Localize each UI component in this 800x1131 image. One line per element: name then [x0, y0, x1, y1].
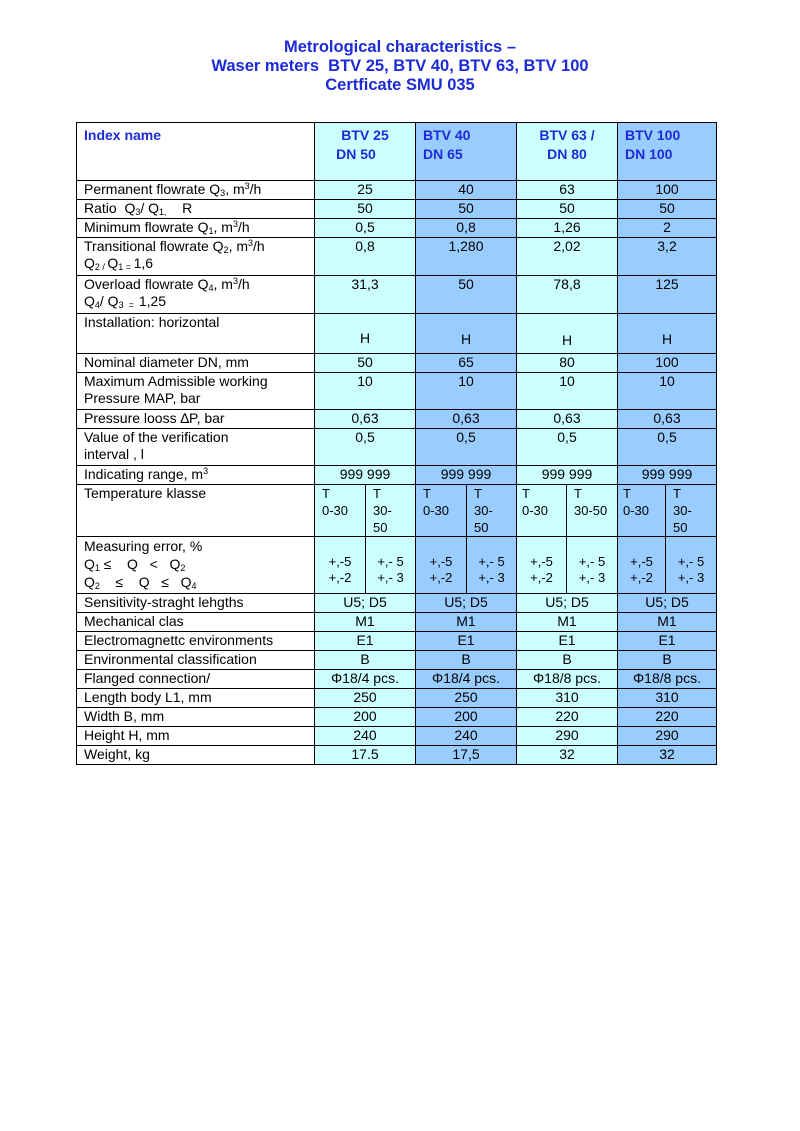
label-sup: 3 — [232, 219, 238, 229]
value-cell: 999 999 — [416, 466, 517, 485]
temp-range: 30-50 — [574, 503, 608, 518]
value-cell: 999 999 — [315, 466, 416, 485]
label-flanged: Flanged connection/ — [77, 670, 315, 689]
value-cell: M1 — [618, 613, 717, 632]
row-length — [77, 689, 717, 708]
label-text: Q — [84, 556, 95, 572]
value-cell: 10 — [517, 373, 618, 410]
label-sub: 1 = — [118, 262, 134, 272]
label-text: 1,6 — [133, 255, 154, 271]
label-sup: 3 — [203, 466, 209, 476]
value-cell: 80 — [517, 354, 618, 373]
value-cell: 220 — [618, 708, 717, 727]
value-cell: 50 — [517, 200, 618, 219]
error-cell — [567, 537, 618, 594]
value-cell: 2 — [618, 219, 717, 238]
value-cell: 0,5 — [416, 429, 517, 466]
label-sub: 4 — [191, 581, 197, 591]
error-cell — [666, 537, 717, 594]
value-cell — [416, 314, 517, 354]
temp-range: 0-30 — [322, 503, 349, 518]
label-ratio — [77, 200, 315, 219]
value-cell — [618, 314, 717, 354]
label-installation: Installation: horizontal — [77, 314, 315, 354]
error-value: +,-5 — [630, 554, 653, 569]
label-electromagnetic: Electromagnettc environments — [77, 632, 315, 651]
value-cell: 25 — [315, 181, 416, 200]
error-value: +,- 3 — [478, 570, 505, 585]
value-cell: Φ18/4 pcs. — [416, 670, 517, 689]
label-permanent-flowrate — [77, 181, 315, 200]
value-cell: E1 — [416, 632, 517, 651]
value-cell: 250 — [315, 689, 416, 708]
error-value: +,- 5 — [478, 554, 505, 569]
value-cell: 0,5 — [315, 429, 416, 466]
value-cell: 32 — [517, 746, 618, 765]
metrological-table — [76, 122, 717, 765]
label-nominal-diameter: Nominal diameter DN, mm — [77, 354, 315, 373]
label-text: Q — [107, 255, 119, 271]
value-cell: 0,5 — [618, 429, 717, 466]
value-cell: 240 — [315, 727, 416, 746]
row-height — [77, 727, 717, 746]
temp-cell — [416, 485, 467, 537]
error-cell — [366, 537, 416, 594]
header-btv63 — [517, 123, 618, 181]
value-cell: 125 — [618, 276, 717, 314]
label-sup: 3 — [248, 238, 254, 248]
error-value: +,-2 — [328, 570, 352, 585]
header-row — [77, 123, 717, 181]
value-cell: 65 — [416, 354, 517, 373]
error-cell — [315, 537, 366, 594]
header-btv100-model: BTV 100 — [625, 127, 681, 143]
value-cell: 2,02 — [517, 238, 618, 276]
temp-cell — [467, 485, 517, 537]
label-width: Width B, mm — [77, 708, 315, 727]
temp-letter: T — [423, 486, 431, 501]
value-cell: 240 — [416, 727, 517, 746]
label-sub: 2 / — [94, 262, 108, 272]
value-cell: 10 — [618, 373, 717, 410]
row-permanent-flowrate — [77, 181, 717, 200]
temp-cell — [618, 485, 666, 537]
row-ratio — [77, 200, 717, 219]
error-value: +,-5 — [429, 554, 453, 569]
label-sub: 3 = — [118, 300, 139, 310]
error-value: +,- 3 — [377, 570, 404, 585]
temp-cell — [315, 485, 366, 537]
row-measuring-error — [77, 537, 717, 594]
value-cell: M1 — [315, 613, 416, 632]
label-text: Q — [84, 255, 95, 271]
row-flanged — [77, 670, 717, 689]
error-value: +,- 3 — [677, 570, 705, 585]
value-cell: 50 — [416, 200, 517, 219]
value-cell: 250 — [416, 689, 517, 708]
value-cell: 50 — [618, 200, 717, 219]
row-verification-interval — [77, 429, 717, 466]
value-cell: U5; D5 — [618, 594, 717, 613]
value-cell: 999 999 — [618, 466, 717, 485]
label-sub: 4 — [94, 300, 100, 310]
header-btv100 — [618, 123, 717, 181]
label-text: Pressure MAP, bar — [84, 390, 201, 406]
temp-range: 0-30 — [423, 503, 450, 518]
label-unit: , m — [225, 181, 245, 197]
label-map — [77, 373, 315, 410]
row-temperature-class — [77, 485, 717, 537]
row-mechanical — [77, 613, 717, 632]
header-btv100-dn: DN 100 — [625, 146, 673, 162]
label-sub: 1 — [208, 226, 214, 236]
label-sub: 4 — [208, 283, 214, 293]
temp-range: 30- — [373, 503, 392, 518]
error-value: +,- 5 — [377, 554, 404, 569]
row-nominal-diameter — [77, 354, 717, 373]
label-text: Permanent flowrate Q — [84, 181, 221, 197]
label-text: Transitional flowrate Q — [84, 238, 224, 254]
temp-range: 50 — [474, 520, 489, 535]
error-value: +,-2 — [429, 570, 453, 585]
header-btv63-dn: DN 80 — [547, 146, 587, 162]
value-text: H — [561, 332, 573, 348]
header-btv25-dn: DN 50 — [336, 146, 376, 162]
label-sub: 2 — [223, 245, 229, 255]
header-btv25-model: BTV 25 — [341, 127, 389, 143]
label-text: 1,25 — [138, 293, 167, 309]
label-text: Minimum flowrate Q — [84, 219, 209, 235]
value-cell: 0,8 — [416, 219, 517, 238]
value-cell: 1,26 — [517, 219, 618, 238]
label-weight: Weight, kg — [77, 746, 315, 765]
value-cell: 10 — [315, 373, 416, 410]
temp-cell — [567, 485, 618, 537]
temp-letter: T — [322, 486, 330, 501]
label-sensitivity: Sensitivity-straght lehgths — [77, 594, 315, 613]
label-unit2: /h — [237, 276, 250, 292]
header-index-name: Index name — [77, 123, 315, 181]
value-cell: 290 — [517, 727, 618, 746]
value-cell: 200 — [315, 708, 416, 727]
value-cell: 100 — [618, 181, 717, 200]
temp-range: 0-30 — [522, 503, 549, 518]
label-unit: , m — [228, 238, 249, 254]
label-length: Length body L1, mm — [77, 689, 315, 708]
value-cell: B — [315, 651, 416, 670]
value-text: H — [460, 331, 472, 347]
value-cell: 0,63 — [416, 410, 517, 429]
value-cell: B — [618, 651, 717, 670]
title-line-2: Waser meters BTV 25, BTV 40, BTV 63, BTV 100 — [211, 57, 589, 75]
label-text: Measuring error, % — [84, 538, 203, 554]
value-cell — [517, 314, 618, 354]
temp-range: 30- — [673, 503, 692, 518]
value-cell: E1 — [618, 632, 717, 651]
label-text: Value of the verification — [84, 429, 229, 445]
value-cell: 0,5 — [517, 429, 618, 466]
temp-range: 50 — [673, 520, 688, 535]
label-text: Overload flowrate Q — [84, 276, 209, 292]
value-cell: B — [517, 651, 618, 670]
value-cell: 0,8 — [315, 238, 416, 276]
temp-cell — [517, 485, 567, 537]
value-cell: 50 — [315, 200, 416, 219]
temp-cell — [666, 485, 717, 537]
value-cell: E1 — [517, 632, 618, 651]
value-cell: 0,63 — [517, 410, 618, 429]
temp-letter: T — [574, 486, 582, 501]
header-btv63-model: BTV 63 / — [539, 127, 595, 143]
row-width — [77, 708, 717, 727]
value-cell: 50 — [315, 354, 416, 373]
value-cell: U5; D5 — [315, 594, 416, 613]
value-cell: M1 — [517, 613, 618, 632]
value-cell: 32 — [618, 746, 717, 765]
value-cell: M1 — [416, 613, 517, 632]
value-text: H — [661, 331, 673, 347]
error-value: +,-2 — [630, 570, 653, 585]
temp-letter: T — [673, 486, 681, 501]
temp-letter: T — [373, 486, 381, 501]
label-text: / Q — [99, 293, 119, 309]
error-value: +,-5 — [328, 554, 352, 569]
temp-letter: T — [623, 486, 631, 501]
row-minimum-flowrate — [77, 219, 717, 238]
label-unit2: /h — [253, 238, 265, 254]
value-cell: 0,63 — [315, 410, 416, 429]
label-environmental: Environmental classification — [77, 651, 315, 670]
label-pressure-loss: Pressure looss ∆P, bar — [77, 410, 315, 429]
row-indicating-range — [77, 466, 717, 485]
label-text: ≤ Q ≤ Q — [99, 574, 192, 590]
label-text: Q — [84, 574, 95, 590]
label-text: / Q — [140, 200, 160, 216]
title-line-3: Certficate SMU 035 — [325, 76, 475, 94]
label-temperature-class: Temperature klasse — [77, 485, 315, 537]
error-cell — [618, 537, 666, 594]
value-cell: 78,8 — [517, 276, 618, 314]
value-cell: 31,3 — [315, 276, 416, 314]
value-cell: 200 — [416, 708, 517, 727]
temp-cell — [366, 485, 416, 537]
value-cell: U5; D5 — [416, 594, 517, 613]
value-cell: 50 — [416, 276, 517, 314]
value-cell: 17.5 — [315, 746, 416, 765]
row-electromagnetic — [77, 632, 717, 651]
row-weight — [77, 746, 717, 765]
value-cell: 17,5 — [416, 746, 517, 765]
value-cell: U5; D5 — [517, 594, 618, 613]
label-sub: 2 — [94, 581, 100, 591]
value-cell: 10 — [416, 373, 517, 410]
header-btv40-dn: DN 65 — [423, 146, 463, 162]
value-cell: 3,2 — [618, 238, 717, 276]
label-sub: 1 — [94, 563, 100, 573]
temp-range: 30- — [474, 503, 493, 518]
temp-letter: T — [474, 486, 482, 501]
label-text: ≤ Q < Q — [99, 556, 181, 572]
label-text: Q — [84, 293, 95, 309]
label-sub: 3 — [135, 207, 141, 217]
label-text: Ratio Q — [84, 200, 136, 216]
label-minimum-flowrate — [77, 219, 315, 238]
value-cell: 63 — [517, 181, 618, 200]
label-height: Height H, mm — [77, 727, 315, 746]
value-cell: 40 — [416, 181, 517, 200]
value-cell — [315, 314, 416, 354]
error-value: +,- 3 — [578, 570, 606, 585]
error-cell — [467, 537, 517, 594]
label-unit2: /h — [249, 181, 262, 197]
label-sup: 3 — [232, 276, 238, 286]
value-cell: 100 — [618, 354, 717, 373]
value-cell: 999 999 — [517, 466, 618, 485]
label-sub: 3 — [220, 188, 226, 198]
label-sup: 3 — [244, 181, 250, 191]
label-text: R — [166, 200, 193, 216]
row-transitional-flowrate — [77, 238, 717, 276]
label-verification-interval — [77, 429, 315, 466]
label-text: Maximum Admissible working — [84, 373, 268, 389]
label-unit: , m — [213, 219, 233, 235]
value-cell: B — [416, 651, 517, 670]
value-cell: 0,5 — [315, 219, 416, 238]
value-cell: Φ18/8 pcs. — [618, 670, 717, 689]
error-value: +,- 5 — [677, 554, 705, 569]
label-mechanical: Mechanical clas — [77, 613, 315, 632]
label-indicating-range — [77, 466, 315, 485]
header-btv25 — [315, 123, 416, 181]
label-transitional-flowrate — [77, 238, 315, 276]
row-sensitivity — [77, 594, 717, 613]
value-cell: E1 — [315, 632, 416, 651]
row-map — [77, 373, 717, 410]
label-unit: , m — [213, 276, 233, 292]
value-cell: 310 — [618, 689, 717, 708]
title-line-1: Metrological characteristics – — [283, 38, 516, 56]
label-text: Indicating range, m — [84, 466, 204, 482]
label-overload-flowrate — [77, 276, 315, 314]
temp-range: 0-30 — [623, 503, 650, 518]
temp-range: 50 — [373, 520, 388, 535]
value-cell: 290 — [618, 727, 717, 746]
value-text: H — [359, 330, 371, 346]
value-cell: Φ18/8 pcs. — [517, 670, 618, 689]
header-btv40 — [416, 123, 517, 181]
row-overload-flowrate — [77, 276, 717, 314]
error-value: +,-5 — [530, 554, 553, 569]
label-measuring-error — [77, 537, 315, 594]
value-cell: 1,280 — [416, 238, 517, 276]
label-text: interval , l — [84, 446, 144, 462]
label-unit2: /h — [237, 219, 250, 235]
label-sub: 1, — [159, 207, 167, 217]
value-cell: 310 — [517, 689, 618, 708]
value-cell: 0,63 — [618, 410, 717, 429]
label-sub: 2 — [180, 563, 186, 573]
row-pressure-loss — [77, 410, 717, 429]
row-installation — [77, 314, 717, 354]
error-value: +,-2 — [530, 570, 553, 585]
error-cell — [517, 537, 567, 594]
row-environmental — [77, 651, 717, 670]
error-cell — [416, 537, 467, 594]
header-btv40-model: BTV 40 — [423, 127, 471, 143]
value-cell: Φ18/4 pcs. — [315, 670, 416, 689]
error-value: +,- 5 — [578, 554, 606, 569]
document-title — [0, 38, 800, 95]
temp-letter: T — [522, 486, 530, 501]
value-cell: 220 — [517, 708, 618, 727]
